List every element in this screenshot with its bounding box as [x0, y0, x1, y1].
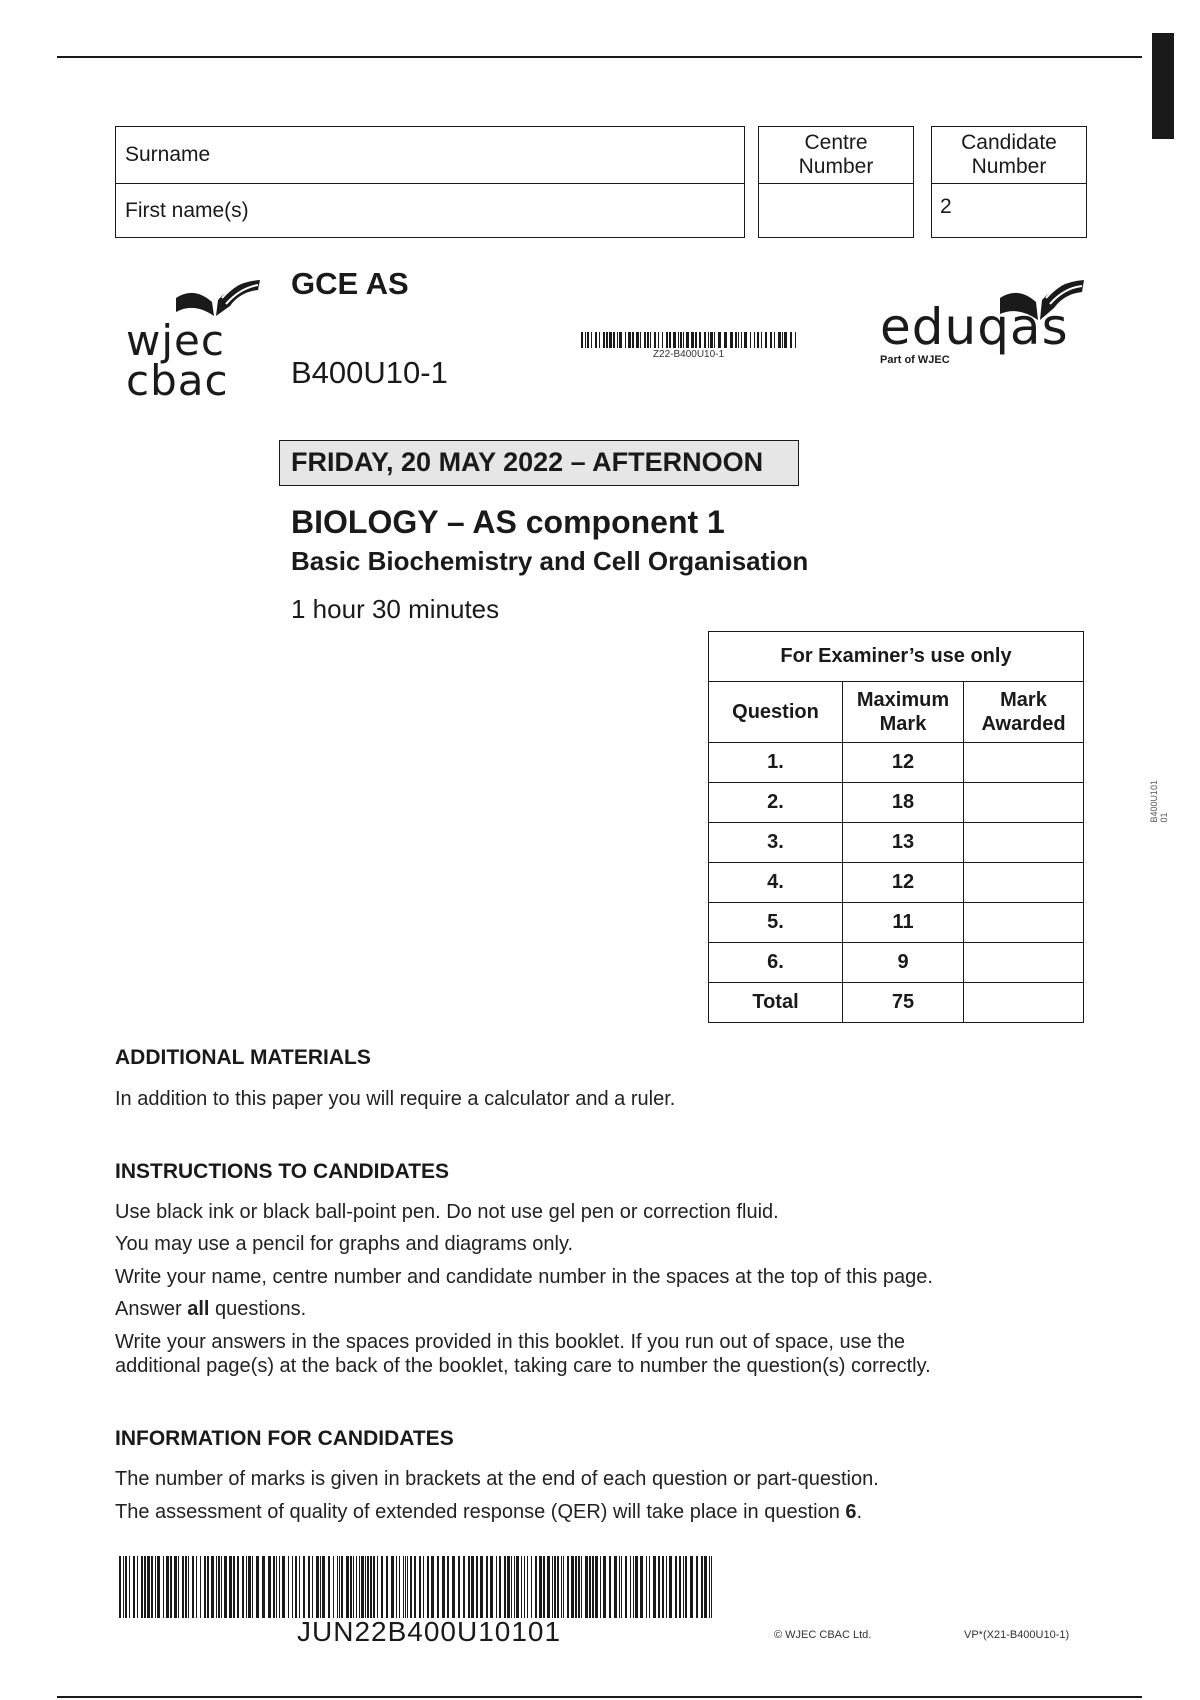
footer-barcode	[119, 1556, 714, 1618]
col-maximum-mark: Maximum Mark	[843, 682, 964, 743]
instruction-line-1: Use black ink or black ball-point pen. Do not use gel pen or correction fluid.	[115, 1201, 779, 1223]
total-awarded-cell[interactable]	[964, 983, 1084, 1023]
examiner-table	[708, 631, 1084, 1023]
additional-materials-text: In addition to this paper you will require a calculator and a ruler.	[115, 1088, 676, 1110]
first-names-label: First name(s)	[125, 199, 249, 222]
book-icon	[174, 276, 264, 316]
small-barcode	[581, 332, 796, 348]
eduqas-logo-text: eduqas	[880, 298, 1069, 356]
candidate-number-value: 2	[940, 195, 952, 218]
mark-awarded-cell[interactable]	[964, 783, 1084, 823]
candidate-number-box[interactable]	[931, 126, 1087, 238]
maximum-mark: 18	[843, 783, 964, 823]
question-number: 5.	[709, 903, 843, 943]
col-question: Question	[709, 682, 843, 743]
first-names-field[interactable]	[116, 183, 744, 239]
examiner-table-caption: For Examiner’s use only	[709, 632, 1084, 682]
table-row	[709, 743, 1084, 783]
maximum-mark: 13	[843, 823, 964, 863]
centre-number-label: Centre Number	[759, 127, 913, 184]
top-rule	[57, 56, 1142, 58]
table-row	[709, 863, 1084, 903]
table-row-total	[709, 983, 1084, 1023]
exam-date: FRIDAY, 20 MAY 2022 – AFTERNOON	[279, 440, 799, 486]
side-marker	[1152, 33, 1174, 139]
mark-awarded-cell[interactable]	[964, 823, 1084, 863]
footer-barcode-text: JUN22B400U10101	[297, 1616, 562, 1647]
question-number: 6.	[709, 943, 843, 983]
side-code-line1: B400U101	[1149, 780, 1159, 823]
table-row	[709, 903, 1084, 943]
paper-code: B400U10-1	[291, 355, 448, 390]
table-row	[709, 823, 1084, 863]
total-label: Total	[709, 983, 843, 1023]
maximum-mark: 9	[843, 943, 964, 983]
mark-awarded-cell[interactable]	[964, 943, 1084, 983]
question-number: 4.	[709, 863, 843, 903]
surname-field[interactable]	[116, 127, 744, 184]
instructions-heading: INSTRUCTIONS TO CANDIDATES	[115, 1160, 450, 1183]
instruction-line-2: You may use a pencil for graphs and diagrams only.	[115, 1233, 574, 1255]
col-mark-awarded: Mark Awarded	[964, 682, 1084, 743]
wjec-logo-line1: wjec	[126, 316, 225, 365]
table-row	[709, 943, 1084, 983]
question-number: 2.	[709, 783, 843, 823]
surname-label: Surname	[125, 143, 211, 166]
instruction-line-5: Write your answers in the spaces provided in this booklet. If you run out of space, use the additional page(s) at the back of the booklet, taking care to number the question(s) correctly.	[115, 1331, 931, 1377]
table-row	[709, 783, 1084, 823]
maximum-mark: 12	[843, 743, 964, 783]
instruction-line-3: Write your name, centre number and candidate number in the spaces at the top of this page.	[115, 1266, 933, 1288]
side-code	[1150, 780, 1170, 823]
instruction-line-4: Answer all questions.	[115, 1298, 307, 1320]
mark-awarded-cell[interactable]	[964, 903, 1084, 943]
small-barcode-text: Z22-B400U10-1	[652, 349, 725, 360]
wjec-logo-line2: cbac	[126, 356, 229, 405]
information-line-2: The assessment of quality of extended response (QER) will take place in question 6.	[115, 1501, 863, 1523]
question-number: 3.	[709, 823, 843, 863]
maximum-mark: 11	[843, 903, 964, 943]
exam-subject: BIOLOGY – AS component 1	[291, 504, 725, 540]
bottom-rule	[57, 1696, 1142, 1698]
mark-awarded-cell[interactable]	[964, 743, 1084, 783]
information-heading: INFORMATION FOR CANDIDATES	[115, 1427, 454, 1450]
wjec-logo	[126, 276, 256, 405]
exam-duration: 1 hour 30 minutes	[291, 594, 500, 624]
eduqas-logo	[880, 276, 1100, 366]
mark-awarded-cell[interactable]	[964, 863, 1084, 903]
total-maximum-mark: 75	[843, 983, 964, 1023]
maximum-mark: 12	[843, 863, 964, 903]
centre-number-box[interactable]	[758, 126, 914, 238]
candidate-name-box	[115, 126, 745, 238]
eduqas-sub: Part of WJEC	[880, 354, 950, 366]
candidate-number-label: Candidate Number	[932, 127, 1086, 184]
additional-materials-heading: ADDITIONAL MATERIALS	[115, 1046, 371, 1069]
qualification: GCE AS	[291, 266, 409, 301]
information-line-1: The number of marks is given in brackets at the end of each question or part-question.	[115, 1468, 879, 1490]
side-code-line2: 01	[1158, 812, 1169, 823]
copyright: © WJEC CBAC Ltd.	[774, 1629, 872, 1641]
question-number: 1.	[709, 743, 843, 783]
exam-title: Basic Biochemistry and Cell Organisation	[291, 546, 809, 576]
footer-code: VP*(X21-B400U10-1)	[964, 1629, 1070, 1641]
